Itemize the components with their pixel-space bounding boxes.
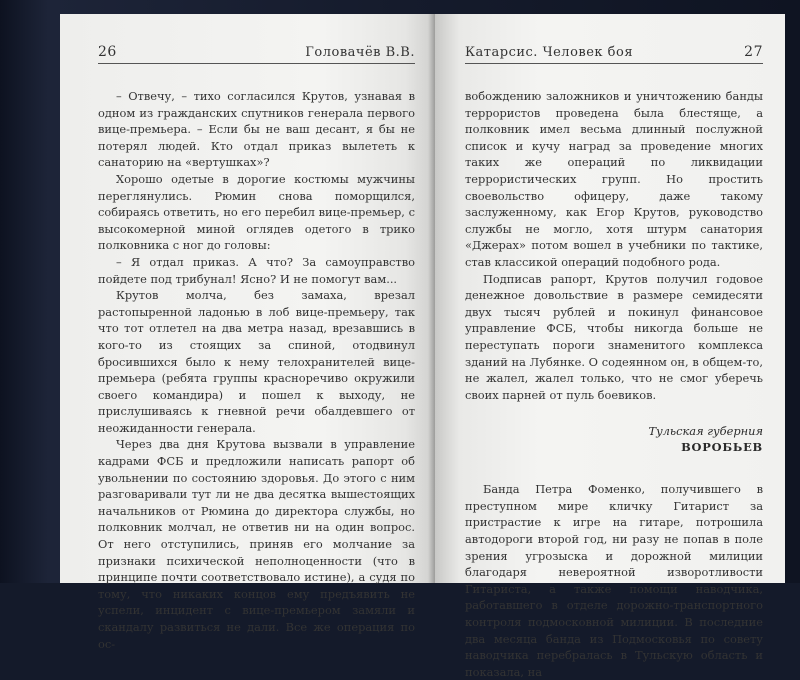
right-running-header (465, 44, 763, 64)
left-page-number: 26 (98, 44, 117, 60)
section-title: ВОРОБЬЕВ (681, 440, 763, 455)
left-running-head-text: Головачёв В.В. (305, 45, 415, 60)
left-paragraph-2: Хорошо одетые в дорогие костюмы мужчины переглянулись. Рюмин снова поморщился, собираясь ответить, но его перебил вице-премьер, с высокомерной миной оглядев одетого в трико полковника с ног до головы: (98, 171, 415, 253)
section-region: Тульская губерния (648, 424, 763, 439)
right-page-number: 27 (744, 44, 763, 60)
left-paragraph-4: Крутов молча, без замаха, врезал растопыренной ладонью в лоб вице-премьеру, так что тот отлетел на два метра назад, врезавшись в кого-то из стоящих за спиной, отодвинул бросившихся было к нему телохранителей вице-премьера (ребята группы красноречиво окружили своего командира) и пошел к выходу, не прислушиваясь к гневной речи обалдевшего от неожиданности генерала. (98, 288, 415, 435)
right-page (435, 14, 785, 679)
right-paragraph-1: вобождению заложников и уничтожению банды террористов проведена была блестяще, а полковник имел весьма длинный послужной список и кучу наград за проведение многих таких же операций по ликвидации террористических групп. Но простить своевольство офицеру, даже такому заслуженному, как Егор Крутов, руководство службы не могло, хотя штурм санатория «Джерах» потом вошел в учебники по тактике, став классикой операций подобного рода. (465, 89, 763, 269)
left-paragraph-5: Через два дня Крутова вызвали в управление кадрами ФСБ и предложили написать рапорт об увольнении по состоянию здоровья. До этого с ним разговаривали тут ли не два десятка вышестоящих начальников от Рюмина до директора службы, но полковник молчал, не ответив ни на один вопрос. От него отступились, приняв его молчание за признаки психической неполноценности (что в принципе почти соответствовало истине), а судя по тому, что никаких концов ему предъявить не успели, инцидент с вице-премьером замяли и скандалу развиться не дали. Все же операция по ос- (98, 437, 415, 651)
left-running-header (98, 44, 415, 64)
left-paragraph-3: – Я отдал приказ. А что? За самоуправство пойдете под трибунал! Ясно? И не помогут вам... (98, 254, 415, 286)
left-page (60, 14, 435, 651)
left-paragraph-1: – Отвечу, – тихо согласился Крутов, узнавая в одном из гражданских спутников генерала первого вице-премьера. – Если бы не ваш десант, я бы не потерял людей. Кто отдал приказ вылететь к санаторию на «вертушках»? (98, 89, 415, 170)
right-paragraph-2: Подписав рапорт, Крутов получил годовое денежное довольствие в размере семидесяти двух тысяч рублей и покинул финансовое управление ФСБ, чтобы никогда больше не переступать пороги знаменитого комплекса зданий на Лубянке. О содеянном он, в общем-то, не жалел, жалел только, что не смог уберечь своих парней от пуль боевиков. (465, 271, 763, 402)
section-spacer (465, 471, 763, 481)
right-paragraph-3: Банда Петра Фоменко, получившего в преступном мире кличку Гитарист за пристрастие к игре на гитаре, потрошила автодороги второй год, ни разу не попав в поле зрения угрозыска и дорожной милиции благодаря невероятной изворотливости Гитариста, а также помощи наводчика, работавшего в отделе дорожно-транспортного контроля подмосковной милиции. В последние два месяца банда из Подмосковья по совету наводчика перебралась в Тульскую область и показала, на (465, 482, 763, 679)
section-heading (465, 423, 763, 455)
right-running-head-text: Катарсис. Человек боя (465, 45, 634, 60)
